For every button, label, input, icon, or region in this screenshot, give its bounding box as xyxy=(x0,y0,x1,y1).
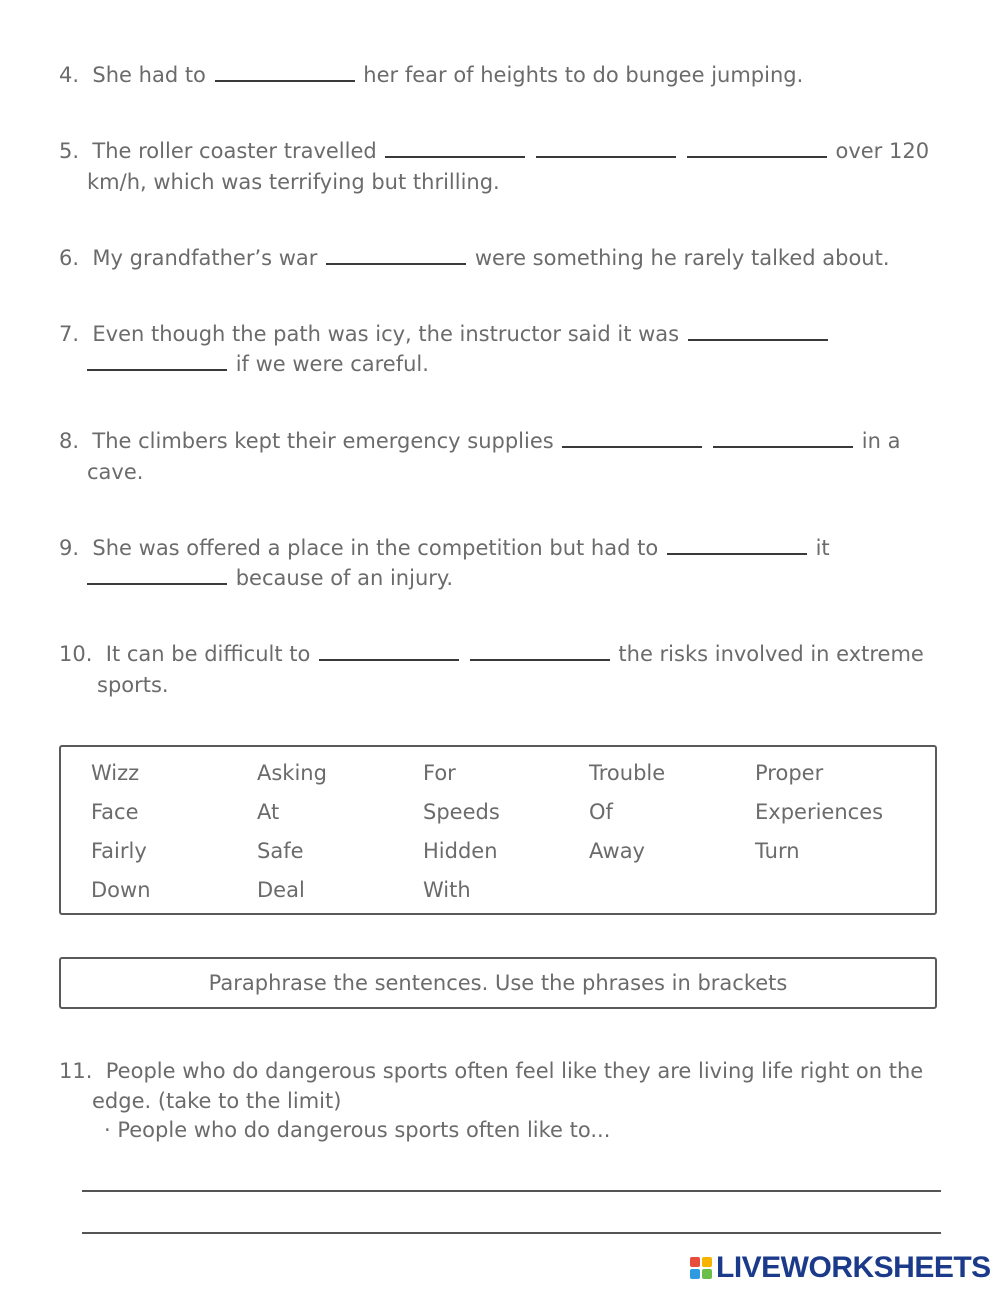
answer-blank[interactable] xyxy=(536,140,676,158)
prompt-text: · People who do dangerous sports often like to... xyxy=(104,1118,611,1142)
answer-blank[interactable] xyxy=(667,537,807,555)
word-bank-item: Trouble xyxy=(589,761,666,785)
word-bank-item: Down xyxy=(91,878,151,902)
answer-blank[interactable] xyxy=(215,64,355,82)
word-bank-item: Speeds xyxy=(423,800,500,824)
word-bank-item: Deal xyxy=(257,878,305,902)
answer-blank[interactable] xyxy=(688,323,828,341)
question-text: She had to xyxy=(92,63,206,87)
question-7 xyxy=(59,323,830,345)
question-text: She was offered a place in the competition but had to xyxy=(92,536,659,560)
question-10-continued xyxy=(97,675,169,696)
answer-blank[interactable] xyxy=(470,643,610,661)
word-bank-item: Fairly xyxy=(91,839,147,863)
question-7-continued xyxy=(85,353,429,375)
question-9-continued xyxy=(85,567,453,589)
answer-line[interactable] xyxy=(82,1190,941,1192)
question-text: because of an injury. xyxy=(235,566,453,590)
question-text: in a xyxy=(861,429,901,453)
question-4 xyxy=(59,64,803,86)
word-bank-item: At xyxy=(257,800,280,824)
question-number: 6. xyxy=(59,246,80,270)
instruction-text: Paraphrase the sentences. Use the phrases in brackets xyxy=(208,970,788,995)
question-text: over 120 xyxy=(835,139,930,163)
question-5 xyxy=(59,140,929,162)
word-bank-item: With xyxy=(423,878,471,902)
question-9 xyxy=(59,537,830,559)
word-bank-item: For xyxy=(423,761,456,785)
question-text: her fear of heights to do bungee jumping. xyxy=(363,63,804,87)
question-text: it xyxy=(815,536,830,560)
question-text: It can be difficult to xyxy=(105,642,311,666)
word-bank-item: Safe xyxy=(257,839,304,863)
question-text: My grandfather’s war xyxy=(92,246,318,270)
answer-line[interactable] xyxy=(82,1232,941,1234)
question-8 xyxy=(59,430,900,452)
question-number: 5. xyxy=(59,139,80,163)
question-number: 10. xyxy=(59,642,93,666)
word-bank-item: Proper xyxy=(755,761,824,785)
question-number: 4. xyxy=(59,63,80,87)
word-bank-item: Wizz xyxy=(91,761,140,785)
question-text: the risks involved in extreme xyxy=(618,642,924,666)
answer-blank[interactable] xyxy=(687,140,827,158)
question-text: if we were careful. xyxy=(235,352,429,376)
question-text: Even though the path was icy, the instructor said it was xyxy=(92,322,680,346)
answer-blank[interactable] xyxy=(562,430,702,448)
liveworksheets-logo-icon xyxy=(690,1257,712,1279)
word-bank-item: Face xyxy=(91,800,139,824)
word-bank-item: Experiences xyxy=(755,800,884,824)
question-11-continued xyxy=(92,1091,341,1112)
question-11-prompt xyxy=(104,1120,610,1141)
answer-blank[interactable] xyxy=(87,353,227,371)
answer-blank[interactable] xyxy=(326,247,466,265)
question-text: sports. xyxy=(97,673,169,697)
question-number: 8. xyxy=(59,429,80,453)
word-bank-item: Turn xyxy=(755,839,800,863)
question-number: 7. xyxy=(59,322,80,346)
question-text: The roller coaster travelled xyxy=(92,139,377,163)
liveworksheets-logo xyxy=(690,1253,991,1283)
answer-blank[interactable] xyxy=(87,567,227,585)
question-10 xyxy=(59,643,924,665)
question-6 xyxy=(59,247,890,269)
question-text: The climbers kept their emergency supplies xyxy=(92,429,554,453)
question-number: 9. xyxy=(59,536,80,560)
question-text: edge. (take to the limit) xyxy=(92,1089,342,1113)
question-text: km/h, which was terrifying but thrilling. xyxy=(87,170,500,194)
question-number: 11. xyxy=(59,1059,93,1083)
question-text: People who do dangerous sports often feel like they are living life right on the xyxy=(105,1059,924,1083)
instruction-box xyxy=(59,957,937,1009)
word-bank xyxy=(59,745,937,915)
question-11 xyxy=(59,1061,923,1082)
answer-blank[interactable] xyxy=(713,430,853,448)
brand-name: LIVEWORKSHEETS xyxy=(716,1251,991,1284)
question-text: cave. xyxy=(87,460,144,484)
answer-blank[interactable] xyxy=(385,140,525,158)
question-5-continued xyxy=(87,172,500,193)
word-bank-item: Away xyxy=(589,839,645,863)
word-bank-item: Hidden xyxy=(423,839,498,863)
question-text: were something he rarely talked about. xyxy=(474,246,890,270)
word-bank-item: Asking xyxy=(257,761,327,785)
question-8-continued xyxy=(87,462,143,483)
answer-blank[interactable] xyxy=(319,643,459,661)
word-bank-item: Of xyxy=(589,800,613,824)
